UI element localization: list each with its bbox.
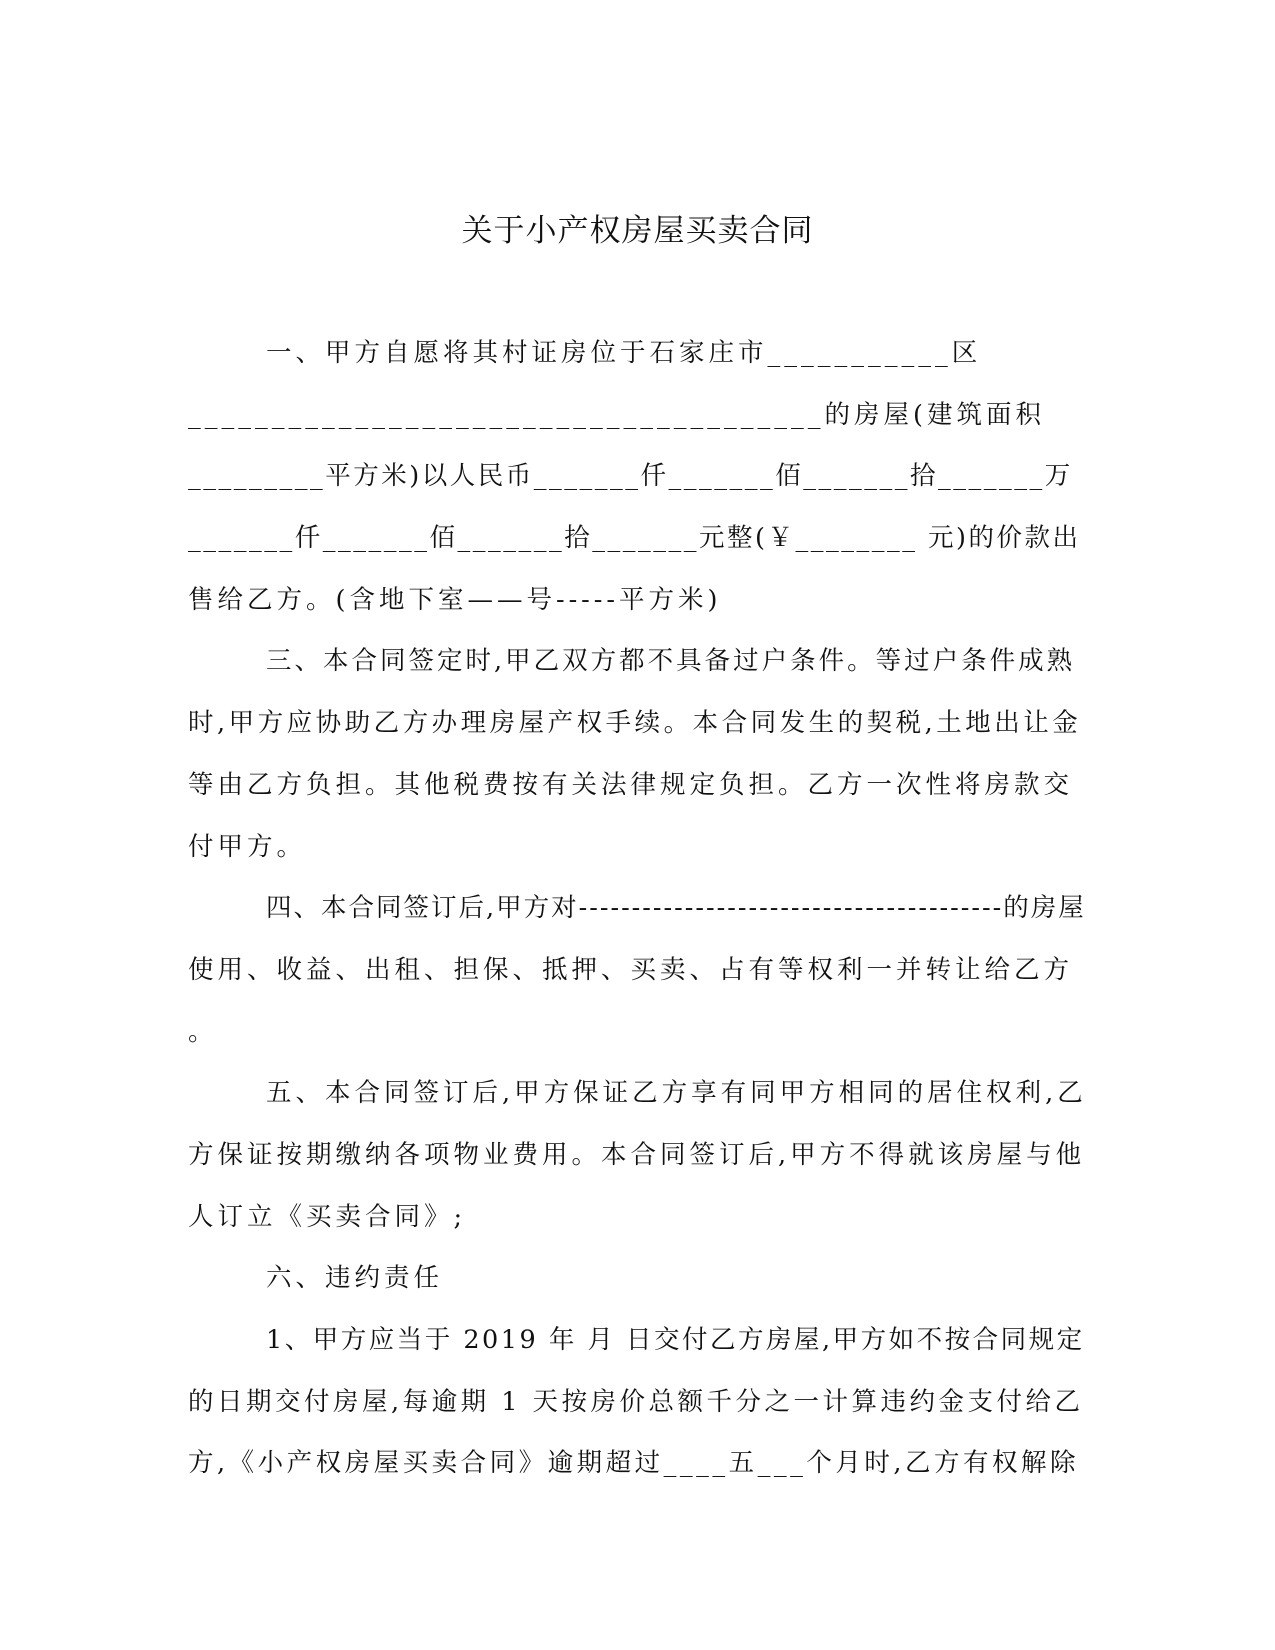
text-line: 时,甲方应协助乙方办理房屋产权手续。本合同发生的契税,土地出让金: [188, 708, 1082, 739]
text-line: 一、甲方自愿将其村证房位于石家庄市___________区: [266, 338, 982, 368]
text-line: ______________________________________的房屋(建筑面积: [188, 399, 1045, 430]
text-line: 。: [188, 1016, 218, 1047]
text-line: _________平方米)以人民币_______仟_______佰_______拾_______万: [188, 461, 1073, 492]
text-line: 1、甲方应当于 2019 年 月 日交付乙方房屋,甲方如不按合同规定: [266, 1325, 1085, 1355]
text-line: 等由乙方负担。其他税费按有关法律规定负担。乙方一次性将房款交: [188, 769, 1074, 800]
text-line: 人订立《买卖合同》;: [188, 1201, 467, 1232]
document-body: [188, 323, 1088, 1495]
text-line: 四、本合同签订后,甲方对----------------------------------------的房屋: [266, 893, 1086, 924]
text-line: 的日期交付房屋,每逾期 1 天按房价总额千分之一计算违约金支付给乙: [188, 1386, 1084, 1417]
text-line: 使用、收益、出租、担保、抵押、买卖、占有等权利一并转让给乙方: [188, 954, 1074, 985]
section-heading: 六、违约责任: [266, 1263, 444, 1294]
text-line: _______仟_______佰_______拾_______元整(￥________ 元)的价款出: [188, 523, 1081, 554]
text-line: 方,《小产权房屋买卖合同》逾期超过____五___个月时,乙方有权解除: [188, 1448, 1079, 1479]
text-line: 方保证按期缴纳各项物业费用。本合同签订后,甲方不得就该房屋与他: [188, 1139, 1086, 1170]
text-line: 付甲方。: [188, 831, 307, 862]
text-line: 五、本合同签订后,甲方保证乙方享有同甲方相同的居住权利,乙: [266, 1078, 1087, 1109]
document-title: 关于小产权房屋买卖合同: [461, 213, 814, 249]
text-line: 售给乙方。(含地下室——号-----平方米): [188, 584, 722, 615]
text-line: 三、本合同签定时,甲乙双方都不具备过户条件。等过户条件成熟: [266, 646, 1076, 677]
